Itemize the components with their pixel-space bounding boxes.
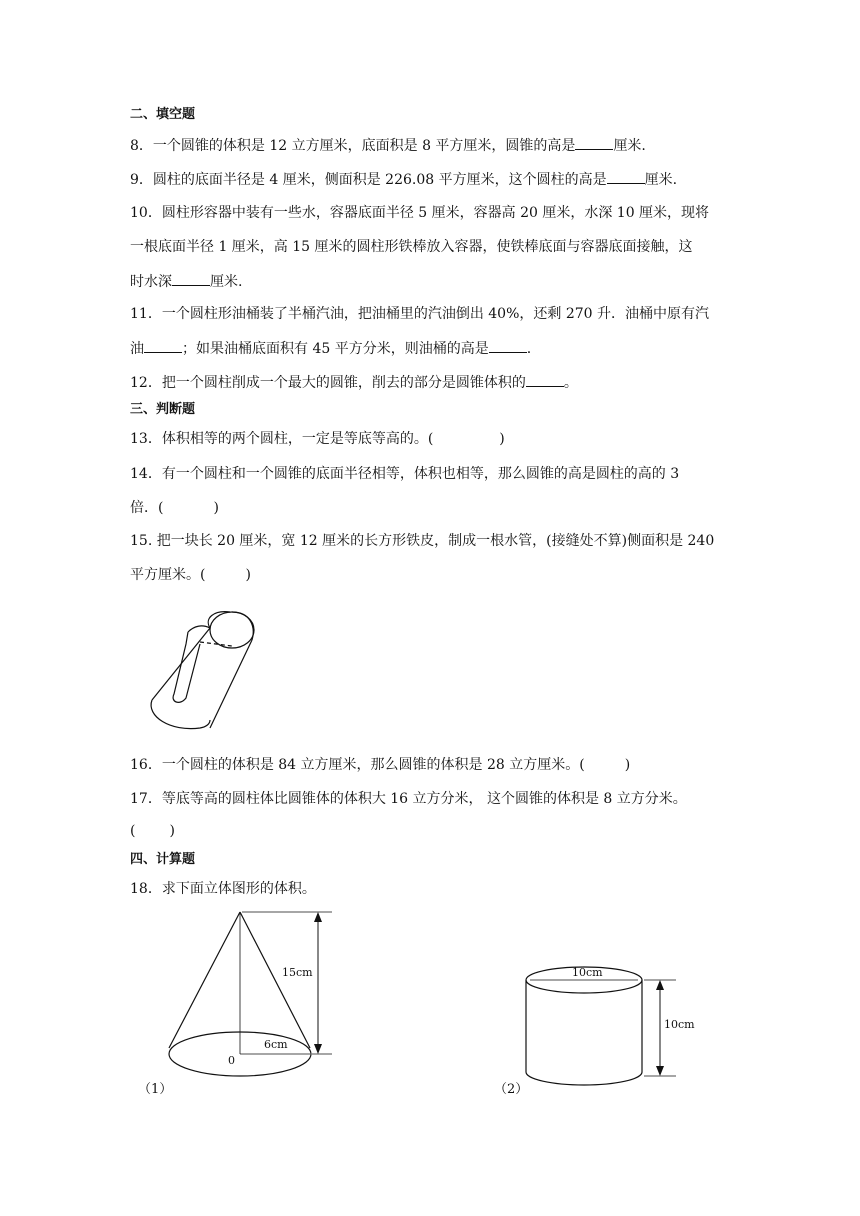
question-11-line-1: 11．一个圆柱形油桶装了半桶汽油，把油桶里的汽油倒出 40%，还剩 270 升．油桶中原有汽 — [130, 306, 710, 322]
question-17-line-2: ( ) — [130, 823, 175, 839]
question-16: 16．一个圆柱的体积是 84 立方厘米，那么圆锥的体积是 28 立方厘米。( ) — [130, 757, 631, 773]
cone-caption: （1） — [138, 1082, 173, 1097]
section-judge: 三、判断题 — [130, 402, 196, 417]
question-8: 8．一个圆锥的体积是 12 立方厘米，底面积是 8 平方厘米，圆锥的高是 厘米. — [130, 138, 646, 154]
question-10-line-1: 10．圆柱形容器中装有一些水，容器底面半径 5 厘米，容器高 20 厘米，水深 10 厘米，现将 — [130, 205, 710, 221]
cylinder-height-label: 10cm — [664, 1018, 695, 1031]
answer-blank[interactable] — [144, 339, 182, 353]
answer-blank[interactable] — [575, 136, 613, 150]
question-18: 18．求下面立体图形的体积。 — [130, 881, 316, 897]
answer-blank[interactable] — [172, 272, 210, 286]
cylinder-diameter-label: 10cm — [572, 966, 603, 979]
question-9: 9．圆柱的底面半径是 4 厘米，侧面积是 226.08 平方厘米，这个圆柱的高是 厘米. — [130, 172, 678, 188]
question-15-line-2: 平方厘米。( ) — [130, 567, 251, 583]
answer-blank[interactable] — [607, 170, 645, 184]
question-15-line-1: 15. 把一块长 20 厘米，宽 12 厘米的长方形铁皮，制成一根水管，(接缝处不算)侧面积是 240 — [130, 533, 715, 549]
answer-blank[interactable] — [526, 373, 564, 387]
answer-blank[interactable] — [489, 339, 527, 353]
question-12: 12．把一个圆柱削成一个最大的圆锥，削去的部分是圆锥体积的 。 — [130, 375, 578, 391]
question-14-line-1: 14．有一个圆柱和一个圆锥的底面半径相等，体积也相等，那么圆锥的高是圆柱的高的 3 — [130, 466, 680, 482]
rolled-sheet-figure — [140, 600, 270, 735]
question-10-line-2: 一根底面半径 1 厘米，高 15 厘米的圆柱形铁棒放入容器，使铁棒底面与容器底面接触，这 — [130, 239, 693, 255]
section-fill-in: 二、填空题 — [130, 107, 196, 122]
question-14-line-2: 倍．( ) — [130, 500, 219, 516]
cylinder-caption: （2） — [494, 1082, 529, 1097]
cone-height-label: 15cm — [282, 966, 313, 979]
cone-center-label: 0 — [228, 1054, 235, 1067]
question-13: 13．体积相等的两个圆柱，一定是等底等高的。( ) — [130, 431, 505, 447]
cone-radius-label: 6cm — [264, 1038, 288, 1051]
section-calc: 四、计算题 — [130, 852, 196, 867]
cone-figure — [160, 908, 340, 1078]
question-11-line-2: 油 ；如果油桶底面积有 45 平方分米，则油桶的高是 . — [130, 341, 532, 357]
question-17-line-1: 17．等底等高的圆柱体比圆锥体的体积大 16 立方分米， 这个圆锥的体积是 8 立方分米。 — [130, 791, 687, 807]
cylinder-figure — [520, 960, 710, 1090]
question-10-line-3: 时水深 厘米. — [130, 274, 243, 290]
